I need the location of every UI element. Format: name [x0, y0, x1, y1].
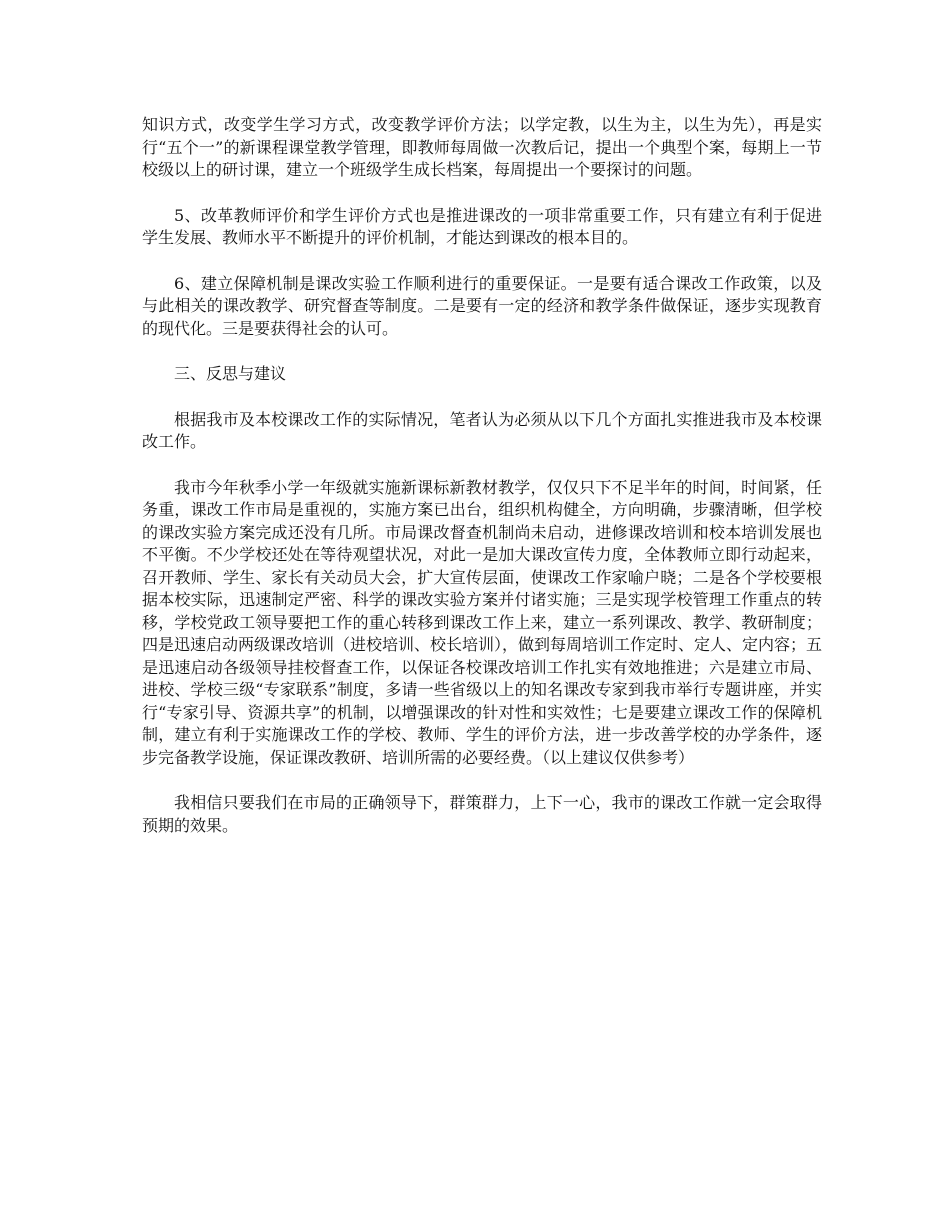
paragraph-intro: 根据我市及本校课改工作的实际情况，笔者认为必须从以下几个方面扎实推进我市及本校课改工作。	[142, 409, 822, 451]
document-page	[142, 114, 822, 860]
paragraph-item-5: 5、改革教师评价和学生评价方式也是推进课改的一项非常重要工作，只有建立有利于促进学生发展、教师水平不断提升的评价机制，才能达到课改的根本目的。	[142, 205, 822, 247]
paragraph-conclusion: 我相信只要我们在市局的正确领导下，群策群力，上下一心，我市的课改工作就一定会取得预期的效果。	[142, 793, 822, 835]
paragraph-continuation: 知识方式，改变学生学习方式，改变教学评价方法；以学定教，以生为主，以生为先），再是实行“五个一”的新课程课堂教学管理，即教师每周做一次教后记，提出一个典型个案，每期上一节校级以上的研讨课，建立一个班级学生成长档案，每周提出一个要探讨的问题。	[142, 115, 822, 179]
section-heading: 三、反思与建议	[174, 364, 287, 383]
paragraph-suggestions: 我市今年秋季小学一年级就实施新课标新教材教学，仅仅只下不足半年的时间，时间紧，任务重，课改工作市局是重视的，实施方案已出台，组织机构健全，方向明确，步骤清晰，但学校的课改实验方案完成还没有几所。市局课改督查机制尚未启动，进修课改培训和校本培训发展也不平衡。不少学校还处在等待观望状况，对此一是加大课改宣传力度，全体教师立即行动起来，召开教师、学生、家长有关动员大会，扩大宣传层面，使课改工作家喻户晓；二是各个学校要根据本校实际，迅速制定严密、科学的课改实验方案并付诸实施；三是实现学校管理工作重点的转移，学校党政工领导要把工作的重心转移到课改工作上来，建立一系列课改、教学、教研制度；四是迅速启动两级课改培训（进校培训、校长培训），做到每周培训工作定时、定人、定内容；五是迅速启动各级领导挂校督查工作，以保证各校课改培训工作扎实有效地推进；六是建立市局、进校、学校三级“专家联系”制度，多请一些省级以上的知名课改专家到我市举行专题讲座，并实行“专家引导、资源共享”的机制，以增强课改的针对性和实效性；七是要建立课改工作的保障机制，建立有利于实施课改工作的学校、教师、学生的评价方法，进一步改善学校的办学条件，逐步完备教学设施，保证课改教研、培训所需的必要经费。（以上建议仅供参考）	[142, 477, 823, 767]
paragraph-item-6: 6、建立保障机制是课改实验工作顺利进行的重要保证。一是要有适合课改工作政策，以及与此相关的课改教学、研究督查等制度。二是要有一定的经济和教学条件做保证，逐步实现教育的现代化。三是要获得社会的认可。	[142, 273, 822, 338]
